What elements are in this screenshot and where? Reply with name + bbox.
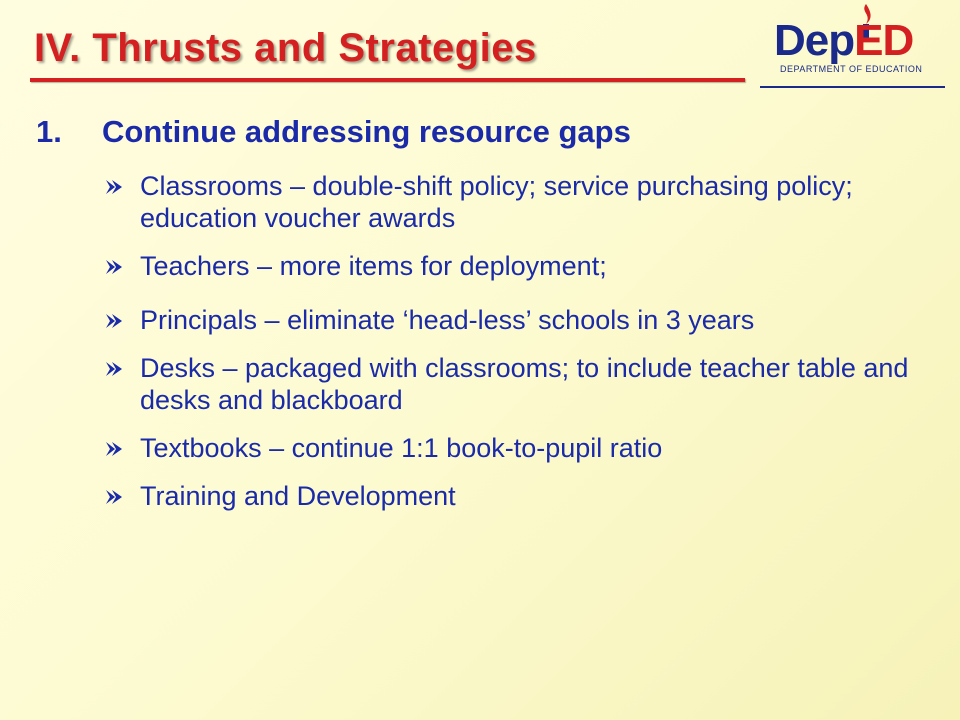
slide-title: IV. Thrusts and Strategies	[34, 26, 537, 70]
bullet-item	[104, 352, 924, 416]
bullet-text: Textbooks – continue 1:1 book-to-pupil ratio	[140, 433, 663, 463]
bullet-item	[104, 250, 924, 282]
deped-logo	[774, 2, 950, 80]
bullet-text: Training and Development	[140, 481, 456, 511]
bullet-text: Teachers – more items for deployment;	[140, 251, 607, 281]
logo-ed: ED	[854, 16, 914, 65]
logo-dep: Dep	[774, 16, 855, 65]
bullet-text: Principals – eliminate ‘head-less’ schools in 3 years	[140, 305, 755, 335]
bullet-text: Classrooms – double-shift policy; service purchasing policy; education voucher awards	[140, 171, 853, 233]
heading-text: Continue addressing resource gaps	[102, 114, 631, 149]
arrow-check-icon	[104, 176, 126, 198]
bullet-item	[104, 170, 924, 234]
arrow-check-icon	[104, 438, 126, 460]
bullet-item	[104, 480, 924, 512]
bullet-item	[104, 304, 924, 336]
arrow-check-icon	[104, 310, 126, 332]
bullet-list	[104, 170, 924, 528]
title-underline	[30, 78, 745, 82]
arrow-check-icon	[104, 256, 126, 278]
bullet-item	[104, 432, 924, 464]
arrow-check-icon	[104, 358, 126, 380]
logo-subtitle: DEPARTMENT OF EDUCATION	[780, 64, 923, 74]
logo-underline	[760, 86, 945, 88]
section-heading	[36, 114, 631, 150]
logo-wordmark	[774, 16, 913, 66]
bullet-text: Desks – packaged with classrooms; to include teacher table and desks and blackboard	[140, 353, 909, 415]
heading-number: 1.	[36, 114, 62, 149]
arrow-check-icon	[104, 486, 126, 508]
